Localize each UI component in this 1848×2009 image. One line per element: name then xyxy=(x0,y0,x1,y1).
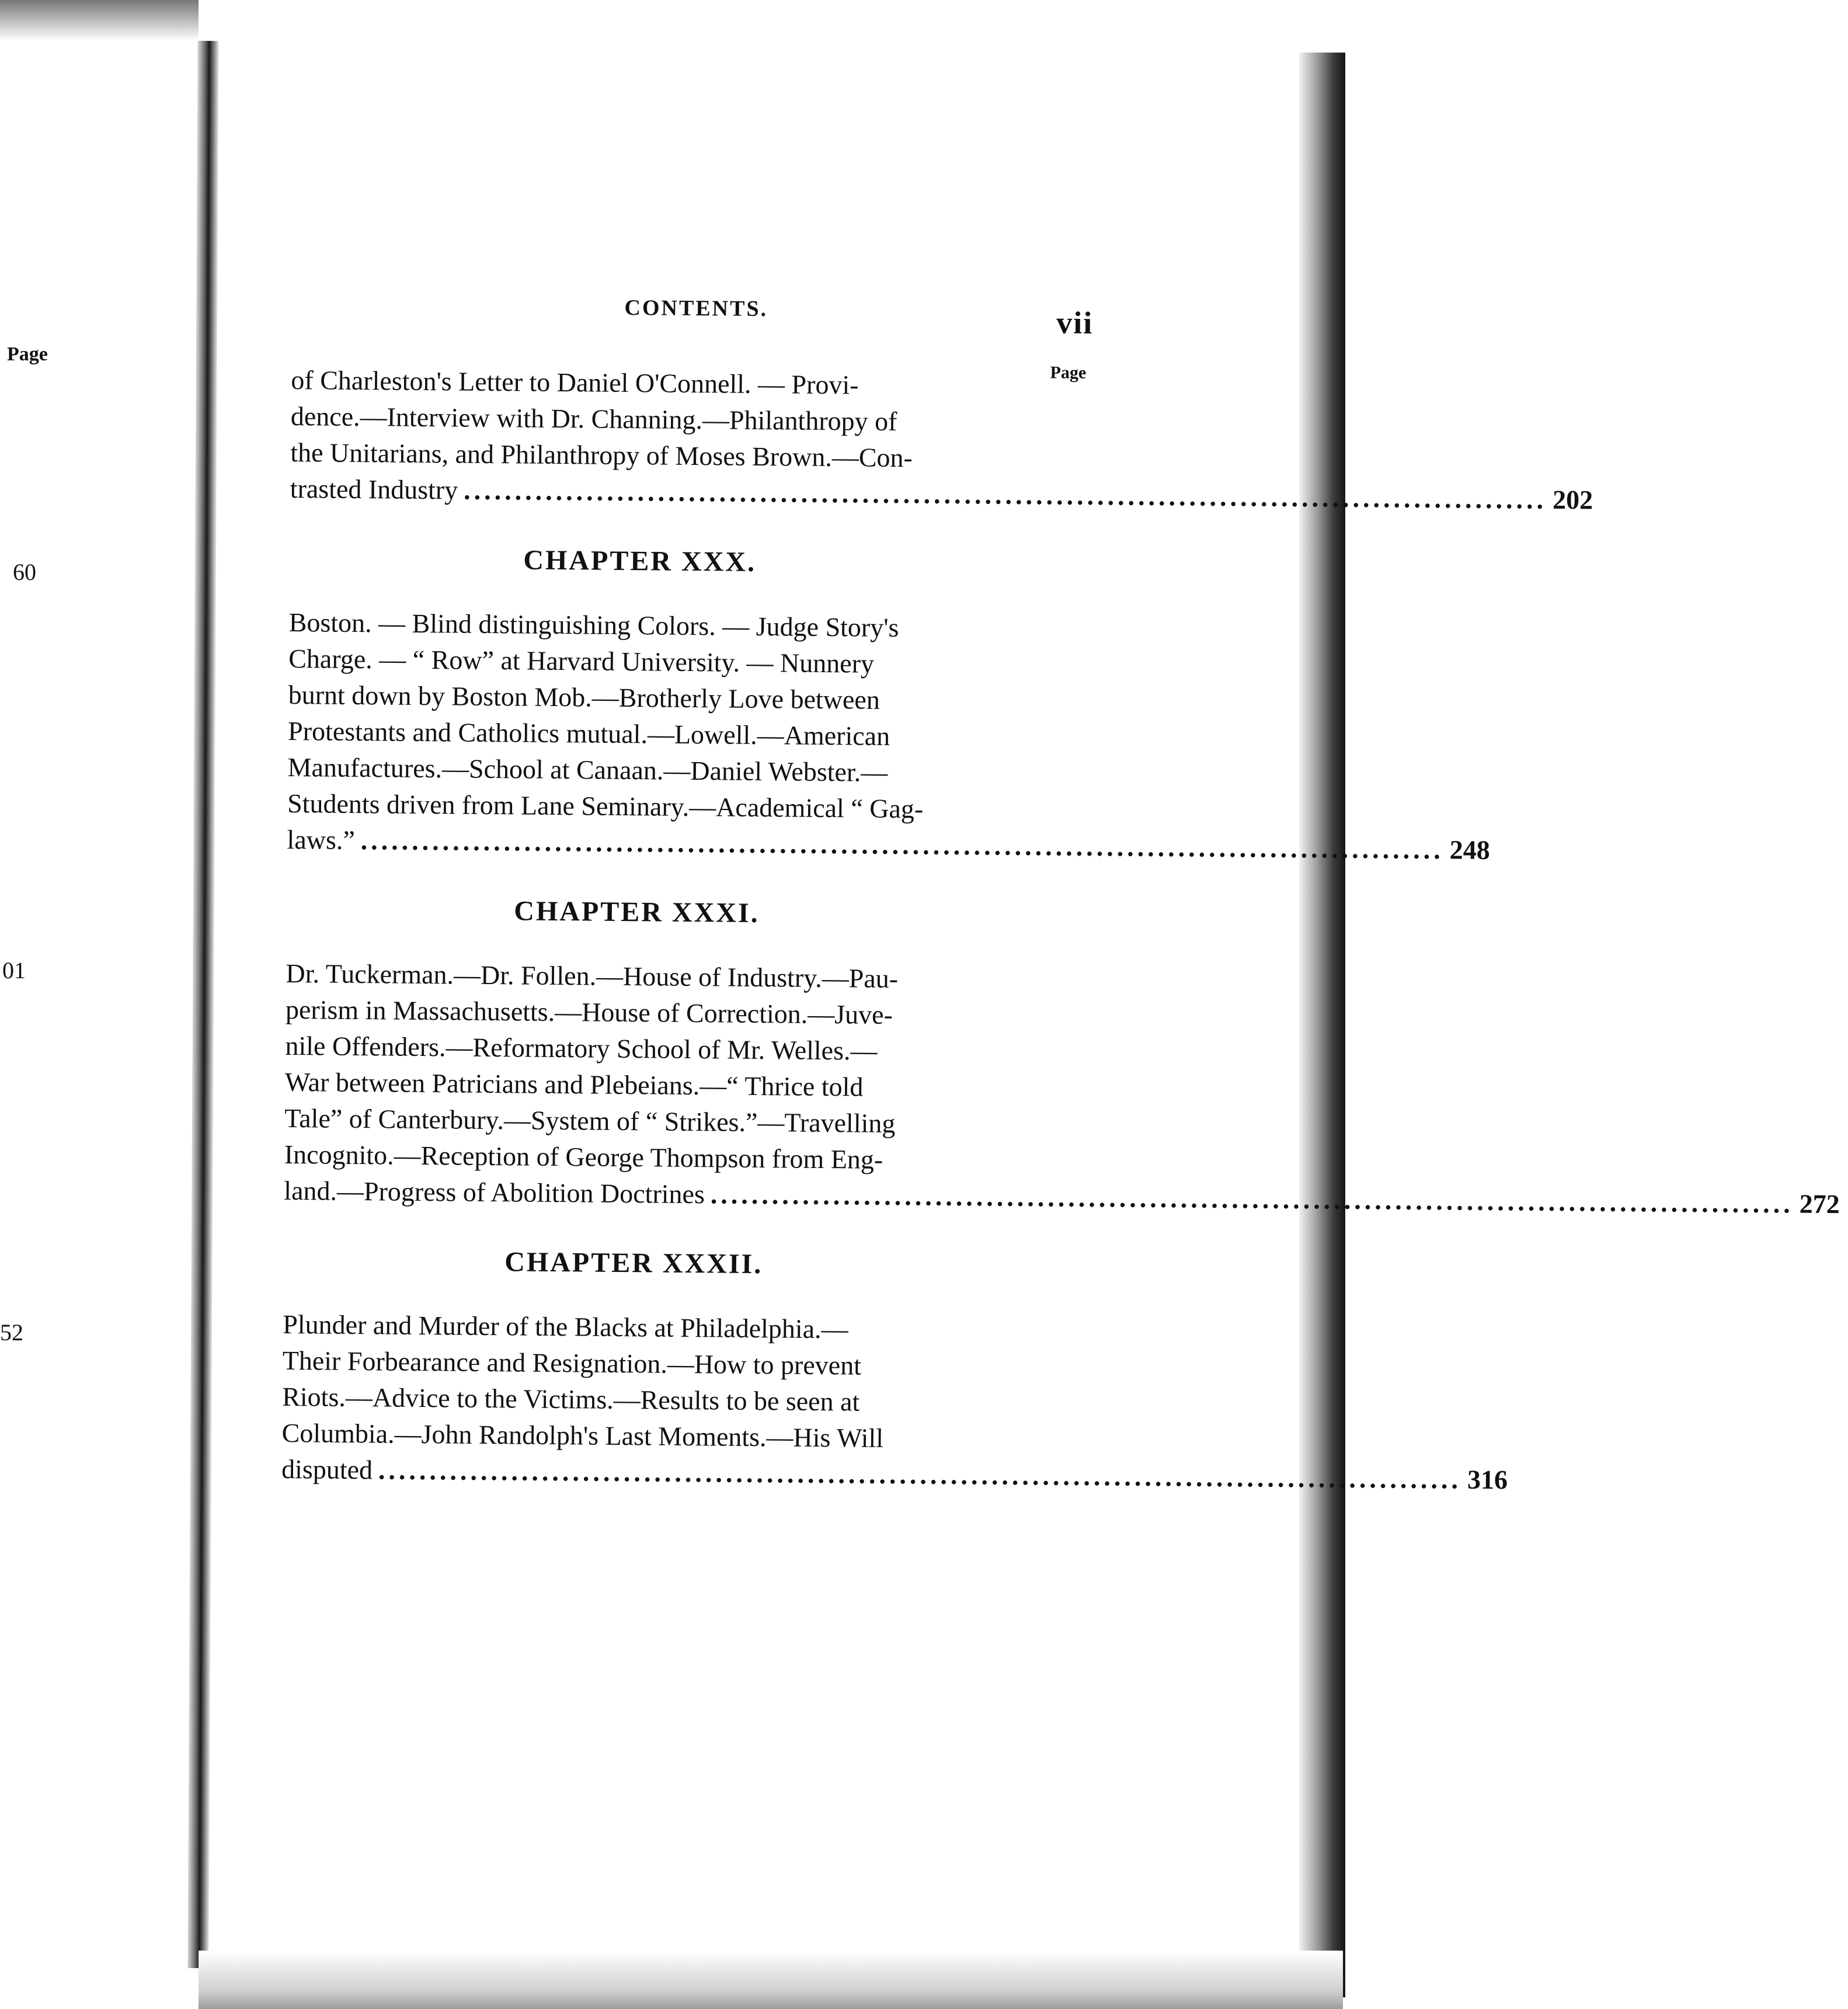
contents-page xyxy=(281,274,1840,1495)
entry-page-number: 316 xyxy=(1467,1464,1508,1495)
entry-line: Tale” of Canterbury.—System of “ Strikes.”—Travelling xyxy=(284,1103,896,1139)
entry-last-line: laws.” xyxy=(287,824,356,855)
left-page-number-3: 52 xyxy=(0,1319,23,1346)
entry-line: Manufactures.—School at Canaan.—Daniel Webster.— xyxy=(287,752,888,787)
chapter-heading: CHAPTER XXX. xyxy=(523,544,757,578)
chapter-heading: CHAPTER XXXI. xyxy=(514,895,760,929)
entry-line: Dr. Tuckerman.—Dr. Follen.—House of Industry.—Pau- xyxy=(286,958,899,994)
entry-line: Their Forbearance and Resignation.—How to prevent xyxy=(282,1345,862,1381)
left-page-fragment xyxy=(0,0,193,2009)
entry-leader-line xyxy=(287,822,1490,865)
entry-page-number: 272 xyxy=(1799,1188,1840,1219)
entry-line: Riots.—Advice to the Victims.—Results to be seen at xyxy=(282,1381,860,1417)
entry-line: Boston. — Blind distinguishing Colors. — Judge Story's xyxy=(288,607,899,643)
scan-bottom-shadow xyxy=(199,1951,1343,2009)
page-column-label: Page xyxy=(1050,363,1087,383)
page-number: vii xyxy=(1056,305,1094,340)
entry-line: Columbia.—John Randolph's Last Moments.—His Will xyxy=(281,1417,884,1453)
entry-page-number: 248 xyxy=(1449,835,1490,865)
left-page-label: Page xyxy=(7,343,48,365)
entry-last-line: disputed xyxy=(281,1454,373,1485)
entry-line: Plunder and Murder of the Blacks at Philadelphia.— xyxy=(283,1309,848,1344)
entry-line: burnt down by Boston Mob.—Brotherly Love between xyxy=(288,679,881,715)
dot-leader: .......................................................................................................... xyxy=(710,1179,1794,1219)
entry-page-number: 202 xyxy=(1552,484,1593,515)
running-title: CONTENTS. xyxy=(624,295,768,322)
chapter-entry xyxy=(284,955,1840,1219)
entry-leader-line xyxy=(281,1451,1508,1495)
dot-leader: .......................................................................................................... xyxy=(360,825,1444,865)
chapter-entry xyxy=(281,1306,1508,1495)
entry-last-line: land.—Progress of Abolition Doctrines xyxy=(284,1175,705,1209)
entry-line: Charge. — “ Row” at Harvard University. — Nunnery xyxy=(288,643,875,679)
entry-line: perism in Massachusetts.—House of Correction.—Juve- xyxy=(285,994,893,1030)
dot-leader: .......................................................................................................... xyxy=(464,475,1547,515)
entry-line: dence.—Interview with Dr. Channing.—Philanthropy of xyxy=(290,401,897,437)
entry-line: Protestants and Catholics mutual.—Lowell.—American xyxy=(287,715,890,751)
chapter-entry xyxy=(287,604,1490,865)
entry-line: of Charleston's Letter to Daniel O'Connell. — Provi- xyxy=(291,364,859,400)
entry-line: War between Patricians and Plebeians.—“ Thrice told xyxy=(284,1066,864,1102)
entry-last-line: trasted Industry xyxy=(290,473,458,505)
entry-leader-line xyxy=(284,1173,1840,1219)
entry-line: Students driven from Lane Seminary.—Academical “ Gag- xyxy=(287,788,924,824)
entry-line: the Unitarians, and Philanthropy of Moses Brown.—Con- xyxy=(290,437,913,473)
dot-leader: .......................................................................................................... xyxy=(378,1455,1462,1494)
entry-line: nile Offenders.—Reformatory School of Mr. Welles.— xyxy=(285,1030,878,1066)
chapter-heading: CHAPTER XXXII. xyxy=(504,1246,763,1280)
left-page-number-1: 60 xyxy=(13,559,36,585)
scan-right-edge xyxy=(1299,53,1345,1997)
entry-leader-line xyxy=(290,471,1593,515)
entry-line: Incognito.—Reception of George Thompson from Eng- xyxy=(284,1139,883,1174)
left-page-number-2: 01 xyxy=(2,957,26,983)
